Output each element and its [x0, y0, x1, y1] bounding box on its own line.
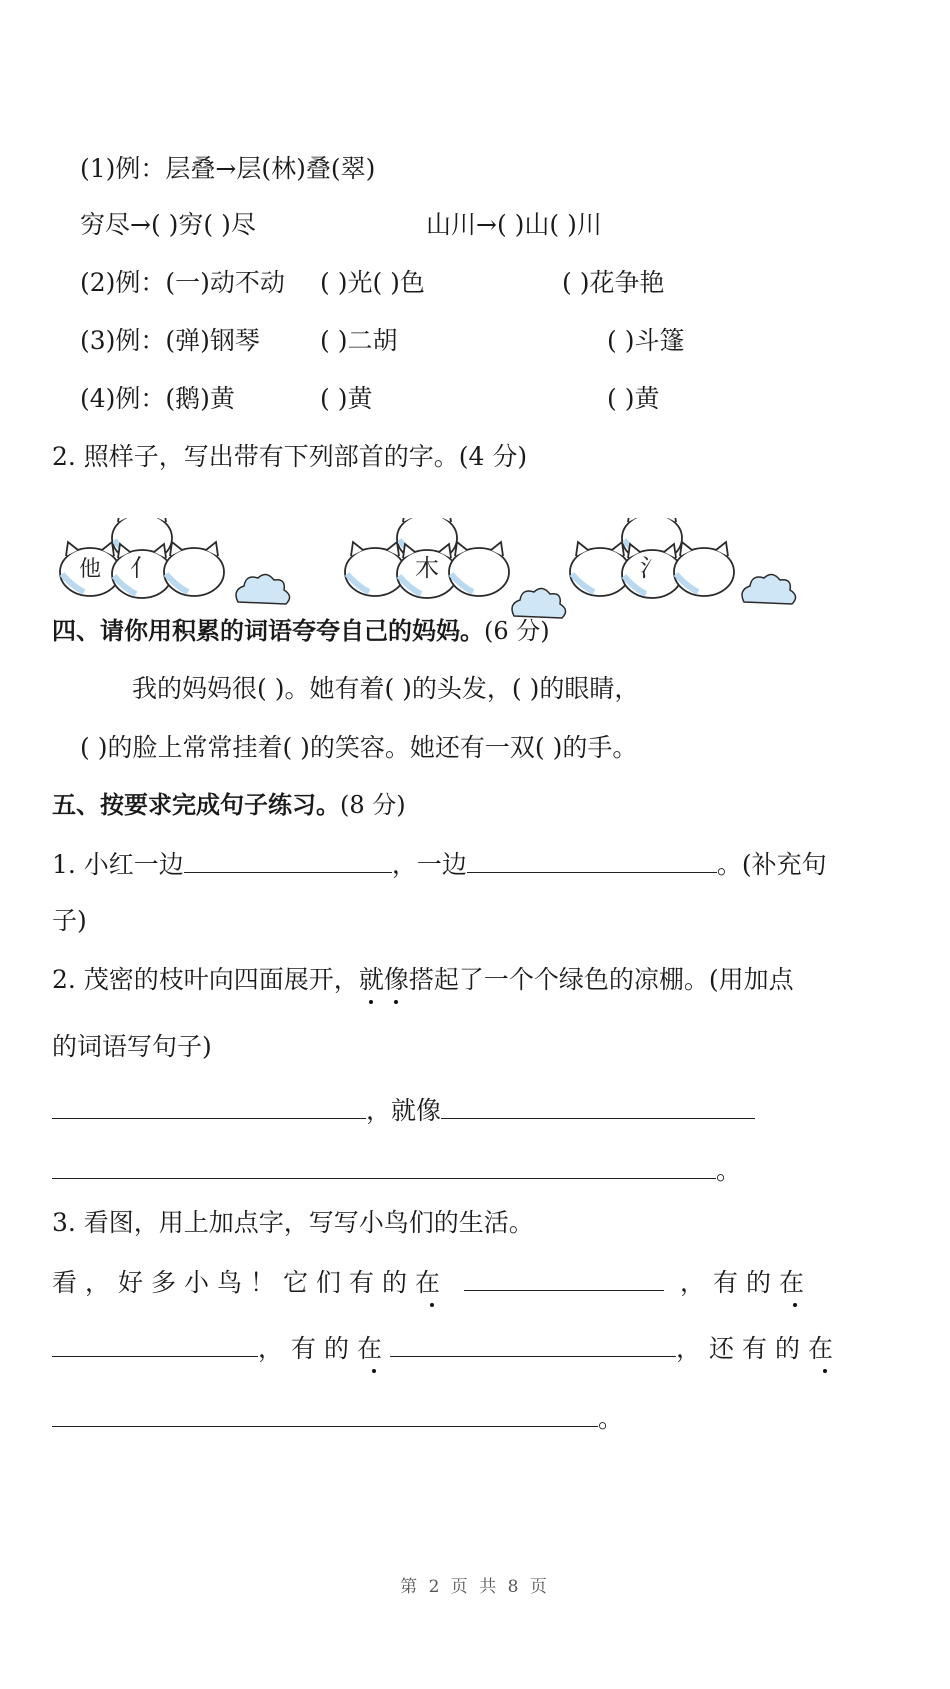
- s5-q1-end: 。(补充句: [716, 850, 827, 879]
- radical-example-char: 他: [78, 557, 102, 582]
- s5-q2-fill-2: [52, 1152, 741, 1188]
- s5-q1: [52, 846, 827, 882]
- q1-row1-a: 穷尽→( )穷( )尽: [80, 210, 256, 239]
- answer-line[interactable]: [52, 1330, 258, 1357]
- q4-blank-1: ( )黄: [320, 384, 373, 413]
- q3-blank-2: ( )斗篷: [607, 326, 685, 355]
- answer-line[interactable]: [441, 1092, 755, 1119]
- radical-water: 氵: [640, 554, 664, 582]
- dotted-char-zai: 在: [415, 1266, 448, 1300]
- dotted-char-xiang: 像: [384, 963, 409, 997]
- section5-title: 五、按要求完成句子练习。: [52, 791, 340, 819]
- radical-cats-illustration: [52, 518, 832, 626]
- section4-heading: [52, 614, 550, 648]
- q4-blank-2: ( )黄: [607, 384, 660, 413]
- s5-q2-fill-end: 。: [716, 1156, 742, 1185]
- mom-line-1: 我的妈妈很( )。她有着( )的头发，( )的眼睛，: [132, 674, 640, 703]
- cat-group-water-radical: [570, 518, 796, 604]
- dotted-char-zai: 在: [808, 1332, 841, 1366]
- s5-q2-wrap: 的词语写句子): [52, 1032, 212, 1061]
- s5-q2-a: 2. 茂密的枝叶向四面展开，: [52, 965, 359, 994]
- s5-q3-l3-end: 。: [598, 1404, 624, 1433]
- s5-q1-wrap: 子): [52, 906, 87, 935]
- s5-q2-fill-mid: ，就像: [366, 1096, 442, 1125]
- answer-line[interactable]: [390, 1330, 676, 1357]
- answer-line[interactable]: [184, 846, 392, 873]
- radical-wood: 木: [415, 554, 439, 582]
- mom-line-2: ( )的脸上常常挂着( )的笑容。她还有一双( )的手。: [80, 733, 638, 762]
- s5-q1-start: 1. 小红一边: [52, 850, 184, 879]
- dotted-char-jiu: 就: [359, 963, 384, 997]
- q2-blank-1: ( )光( )色: [320, 268, 425, 297]
- s5-q2-b: 搭起了一个个绿色的凉棚。(用加点: [408, 965, 794, 994]
- s5-q3-line2: [52, 1330, 841, 1366]
- s5-q3-line3: [52, 1400, 623, 1436]
- radical-person: 亻: [130, 554, 154, 582]
- s5-q3-l2-a: ，有的: [258, 1334, 358, 1363]
- s5-q3-l1-b: ，有的: [679, 1268, 779, 1297]
- s5-q2: [52, 963, 794, 997]
- q3-example: (3)例：(弹)钢琴: [80, 326, 260, 355]
- section4-title: 四、请你用积累的词语夸夸自己的妈妈。: [52, 617, 484, 645]
- s5-q2-fill-1: [52, 1092, 755, 1128]
- cat-group-wood-radical: [345, 518, 566, 618]
- task2-prompt: 2. 照样子，写出带有下列部首的字。(4 分): [52, 442, 528, 471]
- s5-q1-mid: ，一边: [391, 850, 467, 879]
- page-footer: 第 2 页 共 8 页: [400, 1577, 550, 1597]
- section5-score: (8 分): [340, 791, 406, 819]
- section4-score: (6 分): [484, 617, 550, 645]
- q1-row1-b: 山川→( )山( )川: [426, 210, 602, 239]
- s5-q3-line1: [52, 1264, 812, 1300]
- q2-blank-2: ( )花争艳: [562, 268, 665, 297]
- answer-line[interactable]: [467, 846, 717, 873]
- answer-line[interactable]: [52, 1152, 716, 1179]
- q4-example: (4)例：(鹅)黄: [80, 384, 235, 413]
- answer-line[interactable]: [52, 1092, 366, 1119]
- s5-q3-title: 3. 看图，用上加点字，写写小鸟们的生活。: [52, 1208, 534, 1237]
- answer-line[interactable]: [464, 1264, 664, 1291]
- answer-line[interactable]: [52, 1400, 598, 1427]
- q3-blank-1: ( )二胡: [320, 326, 398, 355]
- section5-heading: [52, 788, 406, 822]
- cat-group-person-radical: [60, 518, 290, 604]
- q2-example: (2)例：(一)动不动: [80, 268, 285, 297]
- s5-q3-l2-b: ，还有的: [676, 1334, 809, 1363]
- dotted-char-zai: 在: [779, 1266, 812, 1300]
- q1-example: (1)例：层叠→层(林)叠(翠): [80, 154, 376, 183]
- s5-q3-l1-a: 看，好多小鸟！它们有的: [52, 1268, 416, 1297]
- dotted-char-zai: 在: [357, 1332, 390, 1366]
